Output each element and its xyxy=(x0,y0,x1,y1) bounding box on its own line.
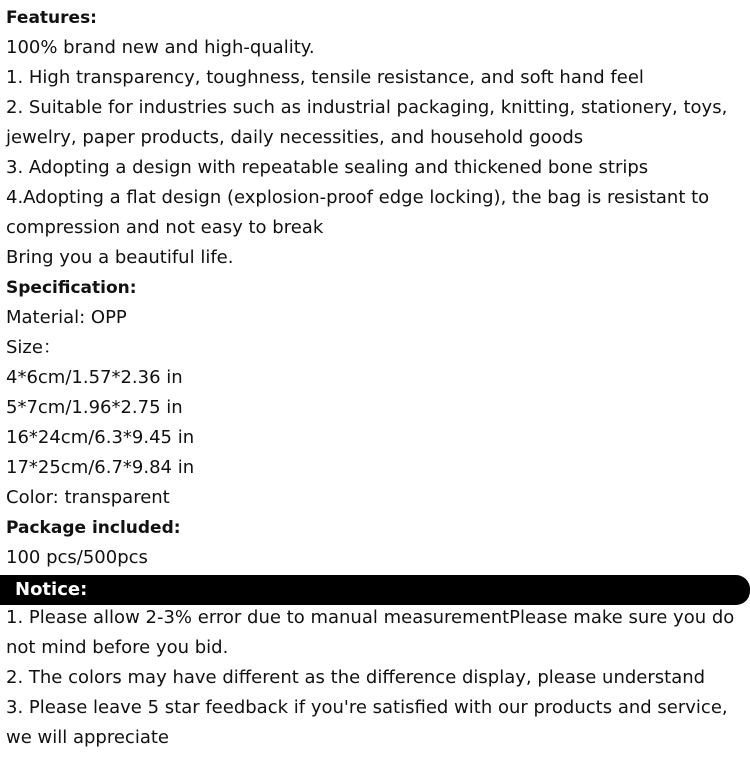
features-line: Bring you a beautiful life. xyxy=(6,247,234,268)
package-quantity: 100 pcs/500pcs xyxy=(6,547,148,568)
features-heading: Features: xyxy=(6,8,97,28)
features-line: 1. High transparency, toughness, tensile resistance, and soft hand feel xyxy=(6,67,644,88)
notice-line: not mind before you bid. xyxy=(6,637,229,658)
spec-size-option: 16*24cm/6.3*9.45 in xyxy=(6,427,195,448)
specification-heading: Specification: xyxy=(6,278,137,298)
notice-line: 3. Please leave 5 star feedback if you're satisfied with our products and service, xyxy=(6,697,728,718)
features-line: 100% brand new and high-quality. xyxy=(6,37,315,58)
notice-line: we will appreciate xyxy=(6,727,169,748)
spec-size-option: 5*7cm/1.96*2.75 in xyxy=(6,397,183,418)
notice-banner xyxy=(0,575,750,605)
notice-heading: Notice: xyxy=(15,579,88,600)
package-heading: Package included: xyxy=(6,518,181,538)
spec-color: Color: transparent xyxy=(6,487,170,508)
spec-size-label: Size： xyxy=(6,337,61,358)
features-line: 3. Adopting a design with repeatable sealing and thickened bone strips xyxy=(6,157,649,178)
features-line: 2. Suitable for industries such as industrial packaging, knitting, stationery, toys, xyxy=(6,97,728,118)
spec-size-option: 4*6cm/1.57*2.36 in xyxy=(6,367,183,388)
features-line: jewelry, paper products, daily necessities, and household goods xyxy=(6,127,584,148)
features-line: compression and not easy to break xyxy=(6,217,324,238)
notice-line: 2. The colors may have different as the difference display, please understand xyxy=(6,667,706,688)
features-line: 4.Adopting a flat design (explosion-proof edge locking), the bag is resistant to xyxy=(6,187,710,208)
notice-line: 1. Please allow 2-3% error due to manual measurementPlease make sure you do xyxy=(6,607,735,628)
spec-size-option: 17*25cm/6.7*9.84 in xyxy=(6,457,195,478)
spec-material: Material: OPP xyxy=(6,307,127,328)
